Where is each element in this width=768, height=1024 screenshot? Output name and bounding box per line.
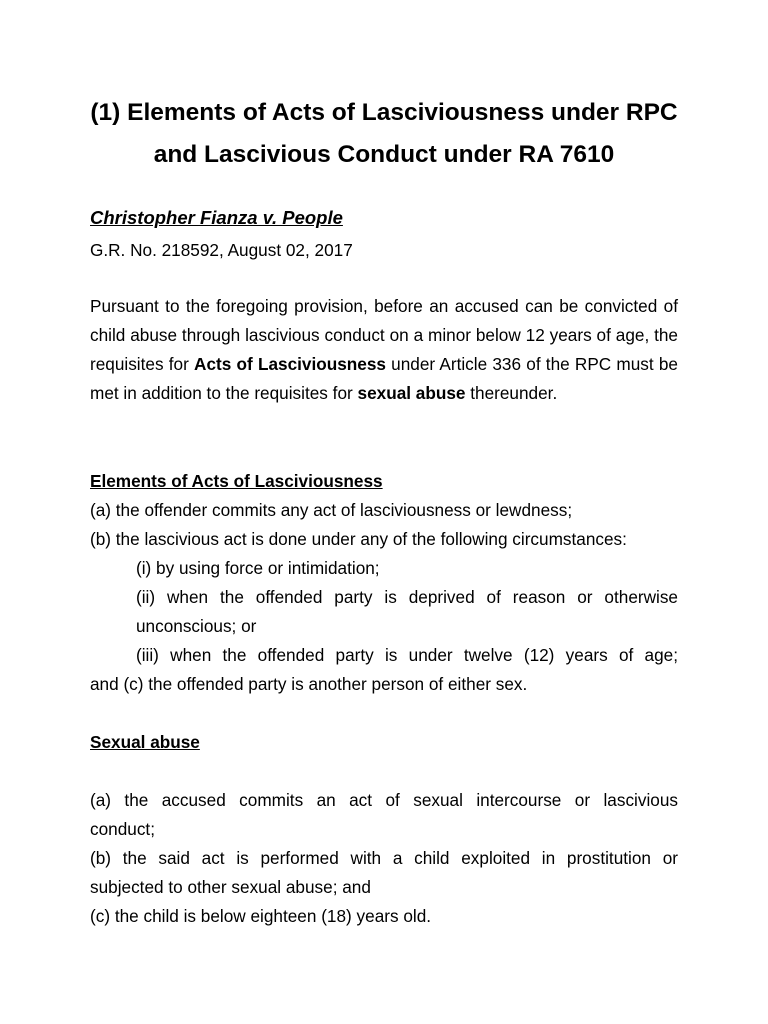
title-line-2: and Lascivious Conduct under RA 7610 xyxy=(153,141,615,168)
element-item-c: and (c) the offended party is another person of either sex. xyxy=(90,674,528,694)
sexual-abuse-item-c: (c) the child is below eighteen (18) years old. xyxy=(90,906,432,926)
paragraph-text-3: thereunder. xyxy=(465,383,558,403)
paragraph-bold-1: Acts of Lasciviousness xyxy=(194,354,386,374)
element-item-a: (a) the offender commits any act of lasciviousness or lewdness; xyxy=(90,500,573,520)
sexual-abuse-list xyxy=(90,786,678,931)
element-item-ii-line-1: (ii) when the offended party is deprived of reason or otherwise xyxy=(136,587,678,607)
paragraph-text-1: Pursuant to the foregoing provision, before an accused can be convicted of child abuse through lascivious conduct on a minor below 12 years of age, the requisites for xyxy=(90,296,678,374)
title-line-1: (1) Elements of Acts of Lasciviousness under RPC xyxy=(90,99,678,126)
sexual-abuse-item-b-line-1: (b) the said act is performed with a child exploited in prostitution or xyxy=(90,848,678,868)
element-item-iii: (iii) when the offended party is under twelve (12) years of age; xyxy=(136,645,678,665)
sexual-abuse-heading: Sexual abuse xyxy=(90,732,200,752)
element-item-b: (b) the lascivious act is done under any of the following circumstances: xyxy=(90,529,627,549)
case-citation: G.R. No. 218592, August 02, 2017 xyxy=(90,240,353,260)
element-item-ii-line-2: unconscious; or xyxy=(136,616,257,636)
document-title xyxy=(90,92,678,176)
case-name: Christopher Fianza v. People xyxy=(90,207,343,228)
elements-list xyxy=(90,496,678,699)
sexual-abuse-item-a-line-1: (a) the accused commits an act of sexual intercourse or lascivious xyxy=(90,790,678,810)
intro-paragraph xyxy=(90,292,678,408)
sexual-abuse-item-b-line-2: subjected to other sexual abuse; and xyxy=(90,877,371,897)
sexual-abuse-item-a-line-2: conduct; xyxy=(90,819,155,839)
paragraph-text-2: under Article 336 of the RPC must be met in addition to the requisites for xyxy=(90,354,678,403)
paragraph-bold-2: sexual abuse xyxy=(357,383,466,403)
element-item-i: (i) by using force or intimidation; xyxy=(136,558,380,578)
elements-heading: Elements of Acts of Lasciviousness xyxy=(90,471,383,491)
